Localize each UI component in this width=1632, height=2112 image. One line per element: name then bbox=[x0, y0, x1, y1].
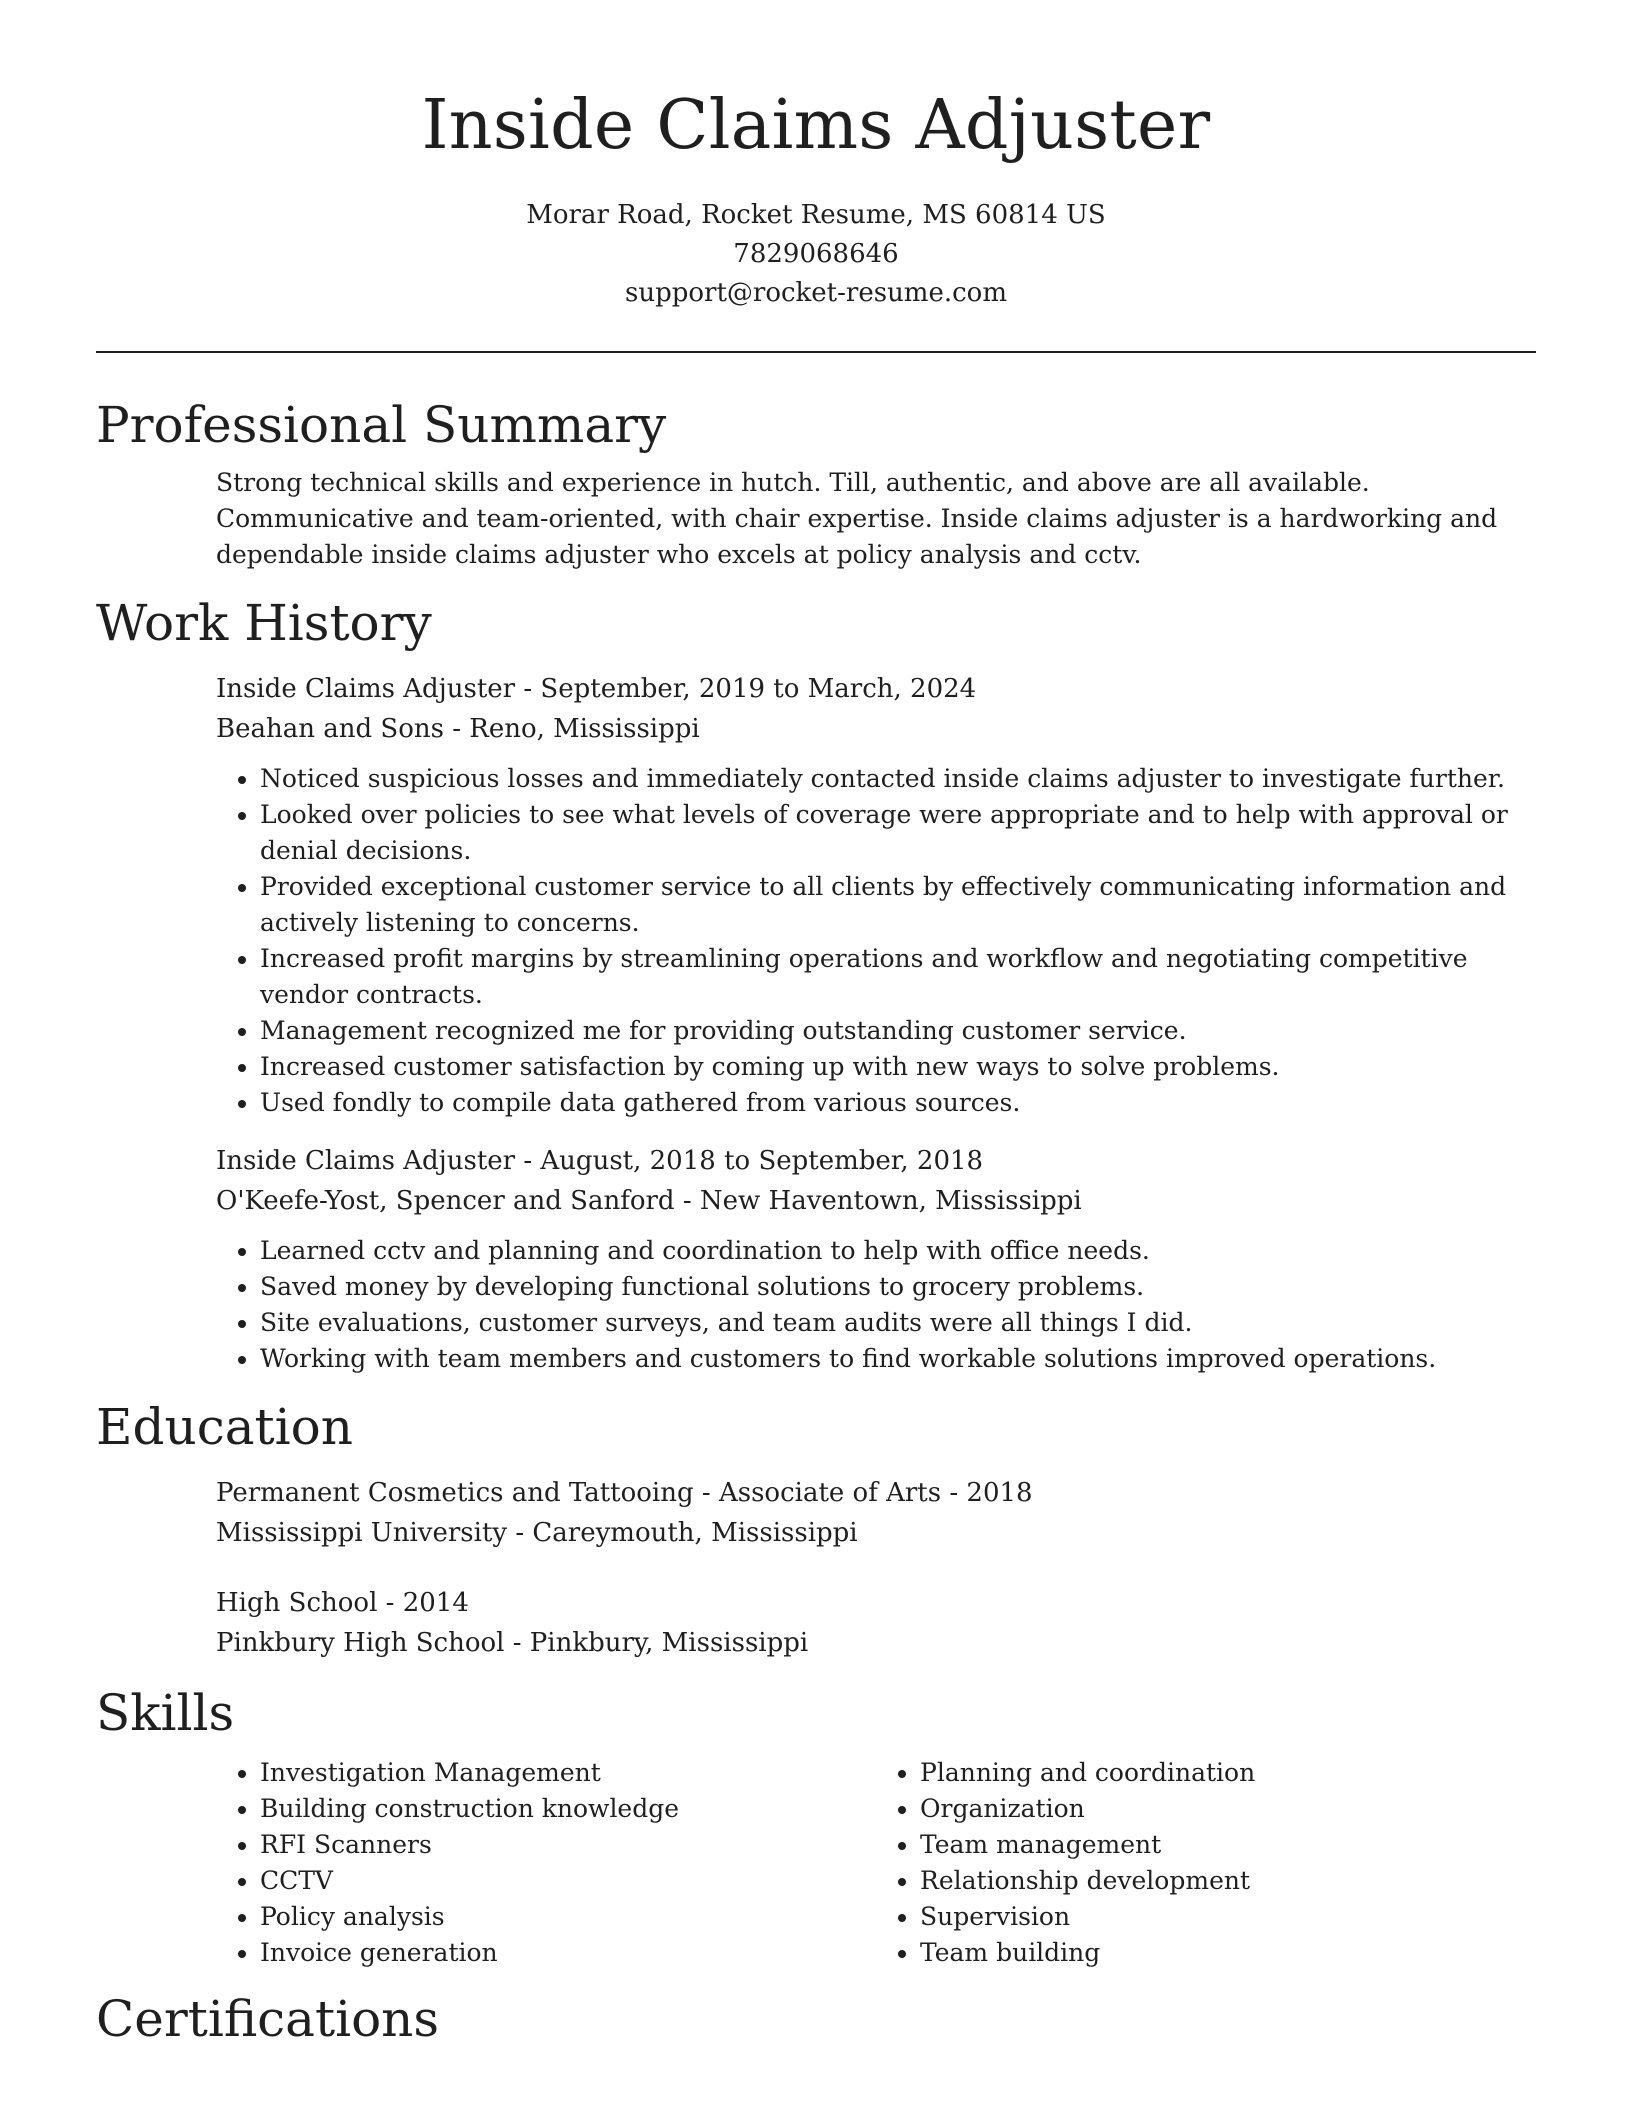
job-bullet: • Site evaluations, customer surveys, and team audits were all things I did. bbox=[260, 1305, 1536, 1341]
job-company-line bbox=[216, 709, 1536, 749]
education-school-line bbox=[216, 1623, 1536, 1663]
skill-item: • Team management bbox=[920, 1827, 1536, 1863]
skill-item: • Invoice generation bbox=[260, 1935, 876, 1971]
skill-item: • Team building bbox=[920, 1935, 1536, 1971]
resume-header bbox=[96, 0, 1536, 313]
education-school: Pinkbury High School bbox=[216, 1628, 505, 1658]
skill-item: • Organization bbox=[920, 1791, 1536, 1827]
job-company-line bbox=[216, 1181, 1536, 1221]
education-degree: Permanent Cosmetics and Tattooing - Associate of Arts bbox=[216, 1478, 942, 1508]
skill-item: • Planning and coordination bbox=[920, 1755, 1536, 1791]
header-divider bbox=[96, 351, 1536, 353]
job-bullet: • Used fondly to compile data gathered from various sources. bbox=[260, 1085, 1536, 1121]
skill-item: • Building construction knowledge bbox=[260, 1791, 876, 1827]
job-title-line bbox=[216, 1141, 1536, 1181]
skill-item: • CCTV bbox=[260, 1863, 876, 1899]
summary-text: Strong technical skills and experience in hutch. Till, authentic, and above are all available. Communicative and team-oriented, with chair expertise. Inside claims adjuster is a hardworking and dependable inside claims adjuster who excels at policy analysis and cctv. bbox=[216, 468, 1498, 569]
job-entry bbox=[216, 669, 1536, 1121]
job-dates: - September, 2019 to March, 2024 bbox=[515, 674, 977, 704]
job-bullet: • Provided exceptional customer service to all clients by effectively communicating information and actively listening to concerns. bbox=[260, 869, 1536, 941]
education-degree-line bbox=[216, 1473, 1536, 1513]
education-location: - Pinkbury, Mississippi bbox=[504, 1628, 809, 1658]
section-title-certifications: Certifications bbox=[96, 1990, 440, 2048]
resume-name: Inside Claims Adjuster bbox=[421, 86, 1211, 165]
job-role: Inside Claims Adjuster bbox=[216, 674, 516, 704]
skill-item: • RFI Scanners bbox=[260, 1827, 876, 1863]
job-location: - Reno, Mississippi bbox=[443, 714, 700, 744]
section-title-education: Education bbox=[96, 1398, 353, 1456]
contact-address: Morar Road, Rocket Resume, MS 60814 US bbox=[526, 200, 1106, 230]
skills-column-left bbox=[216, 1755, 876, 1971]
job-bullet: • Saved money by developing functional solutions to grocery problems. bbox=[260, 1269, 1536, 1305]
skill-item: • Supervision bbox=[920, 1899, 1536, 1935]
section-title-work: Work History bbox=[96, 594, 432, 652]
job-company: Beahan and Sons bbox=[216, 714, 444, 744]
job-dates: - August, 2018 to September, 2018 bbox=[515, 1146, 984, 1176]
contact-block bbox=[96, 196, 1536, 313]
education-entry bbox=[216, 1583, 1536, 1663]
education-entry bbox=[216, 1473, 1536, 1553]
contact-phone: 7829068646 bbox=[733, 239, 899, 269]
job-bullet: • Looked over policies to see what levels of coverage were appropriate and to help with approval or denial decisions. bbox=[260, 797, 1536, 869]
education-year: - 2014 bbox=[377, 1588, 469, 1618]
education-location: - Careymouth, Mississippi bbox=[507, 1518, 858, 1548]
education-school: Mississippi University bbox=[216, 1518, 508, 1548]
education-degree-line bbox=[216, 1583, 1536, 1623]
section-title-skills: Skills bbox=[96, 1684, 235, 1742]
contact-email: support@rocket-resume.com bbox=[624, 278, 1007, 308]
job-title-line bbox=[216, 669, 1536, 709]
section-title-summary: Professional Summary bbox=[96, 396, 667, 454]
resume-page bbox=[96, 0, 1536, 2049]
job-bullet: • Working with team members and customers to find workable solutions improved operations. bbox=[260, 1341, 1536, 1377]
job-role: Inside Claims Adjuster bbox=[216, 1146, 516, 1176]
skills-column-right bbox=[876, 1755, 1536, 1971]
job-bullet: • Increased profit margins by streamlining operations and workflow and negotiating competitive vendor contracts. bbox=[260, 941, 1536, 1013]
education-school-line bbox=[216, 1513, 1536, 1553]
education-year: - 2018 bbox=[941, 1478, 1033, 1508]
skill-item: • Relationship development bbox=[920, 1863, 1536, 1899]
job-bullet: • Learned cctv and planning and coordination to help with office needs. bbox=[260, 1233, 1536, 1269]
job-company: O'Keefe-Yost, Spencer and Sanford bbox=[216, 1186, 675, 1216]
skill-item: • Investigation Management bbox=[260, 1755, 876, 1791]
education-degree: High School bbox=[216, 1588, 378, 1618]
job-location: - New Haventown, Mississippi bbox=[674, 1186, 1082, 1216]
job-bullet: • Management recognized me for providing outstanding customer service. bbox=[260, 1013, 1536, 1049]
job-bullet: • Increased customer satisfaction by coming up with new ways to solve problems. bbox=[260, 1049, 1536, 1085]
skills-grid bbox=[216, 1755, 1536, 1971]
job-bullet: • Noticed suspicious losses and immediately contacted inside claims adjuster to investigate further. bbox=[260, 761, 1536, 797]
skill-item: • Policy analysis bbox=[260, 1899, 876, 1935]
job-bullets bbox=[216, 761, 1536, 1121]
job-entry bbox=[216, 1141, 1536, 1377]
job-bullets bbox=[216, 1233, 1536, 1377]
